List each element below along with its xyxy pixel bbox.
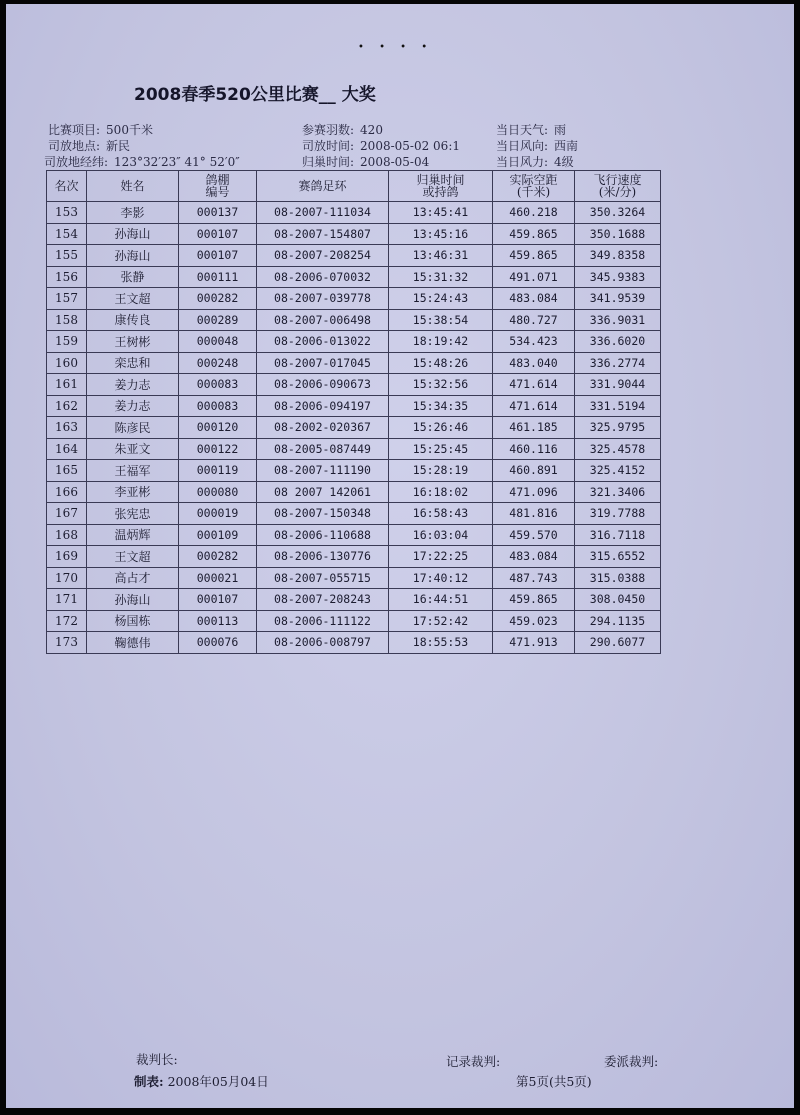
- name-cell: 杨国栋: [87, 610, 179, 632]
- table-row: [47, 288, 661, 310]
- chief-judge-label: 裁判长:: [136, 1052, 178, 1067]
- name-cell: 孙海山: [87, 223, 179, 245]
- speed-cell: 336.2774: [575, 352, 661, 374]
- distance-cell: 460.218: [493, 202, 575, 224]
- name-cell: 高占才: [87, 567, 179, 589]
- loft-cell: 000076: [179, 632, 257, 654]
- rank-cell: 168: [47, 524, 87, 546]
- distance-cell: 483.084: [493, 546, 575, 568]
- time-cell: 16:18:02: [389, 481, 493, 503]
- distance-cell: 471.096: [493, 481, 575, 503]
- loft-cell: 000080: [179, 481, 257, 503]
- name-cell: 王树彬: [87, 331, 179, 353]
- time-cell: 17:22:25: [389, 546, 493, 568]
- loft-cell: 000083: [179, 395, 257, 417]
- punch-holes: • • • •: [358, 42, 434, 53]
- speed-cell: 336.9031: [575, 309, 661, 331]
- time-cell: 16:44:51: [389, 589, 493, 611]
- ring-cell: 08-2002-020367: [257, 417, 389, 439]
- distance-cell: 459.865: [493, 589, 575, 611]
- rank-cell: 171: [47, 589, 87, 611]
- page-title: 2008春季520公里比赛__ 大奖: [134, 85, 376, 105]
- distance-cell: 471.614: [493, 374, 575, 396]
- table-row: [47, 503, 661, 525]
- name-header: 姓名: [87, 171, 179, 202]
- name-cell: 姜力志: [87, 395, 179, 417]
- page-number: 第5页(共5页): [516, 1074, 592, 1089]
- made-date: 2008年05月04日: [167, 1074, 269, 1089]
- ring-cell: 08-2006-070032: [257, 266, 389, 288]
- ring-cell: 08-2006-110688: [257, 524, 389, 546]
- distance-cell: 459.865: [493, 245, 575, 267]
- ring-header: 赛鸽足环: [257, 171, 389, 202]
- results-sheet: [6, 4, 794, 1108]
- ring-cell: 08-2007-150348: [257, 503, 389, 525]
- distance-cell: 460.891: [493, 460, 575, 482]
- speed-cell: 349.8358: [575, 245, 661, 267]
- time-cell: 15:31:32: [389, 266, 493, 288]
- name-cell: 李亚彬: [87, 481, 179, 503]
- rank-cell: 160: [47, 352, 87, 374]
- ring-cell: 08-2006-094197: [257, 395, 389, 417]
- name-cell: 栾忠和: [87, 352, 179, 374]
- name-cell: 王文超: [87, 288, 179, 310]
- ring-cell: 08-2007-017045: [257, 352, 389, 374]
- name-cell: 张宪忠: [87, 503, 179, 525]
- name-cell: 孙海山: [87, 589, 179, 611]
- return-time-header: 归巢时间 或持鸽: [389, 171, 493, 202]
- speed-cell: 290.6077: [575, 632, 661, 654]
- time-cell: 15:24:43: [389, 288, 493, 310]
- speed-cell: 321.3406: [575, 481, 661, 503]
- loft-cell: 000107: [179, 589, 257, 611]
- speed-header: 飞行速度 (米/分): [575, 171, 661, 202]
- distance-cell: 491.071: [493, 266, 575, 288]
- rank-cell: 164: [47, 438, 87, 460]
- distance-cell: 487.743: [493, 567, 575, 589]
- name-cell: 温炳辉: [87, 524, 179, 546]
- distance-cell: 483.084: [493, 288, 575, 310]
- ring-cell: 08 2007 142061: [257, 481, 389, 503]
- distance-cell: 483.040: [493, 352, 575, 374]
- table-row: [47, 481, 661, 503]
- time-cell: 13:46:31: [389, 245, 493, 267]
- speed-cell: 315.0388: [575, 567, 661, 589]
- speed-cell: 325.4578: [575, 438, 661, 460]
- speed-cell: 294.1135: [575, 610, 661, 632]
- ring-cell: 08-2007-111034: [257, 202, 389, 224]
- table-row: [47, 331, 661, 353]
- name-cell: 孙海山: [87, 245, 179, 267]
- name-cell: 张静: [87, 266, 179, 288]
- time-cell: 15:48:26: [389, 352, 493, 374]
- rank-cell: 161: [47, 374, 87, 396]
- loft-cell: 000111: [179, 266, 257, 288]
- loft-cell: 000119: [179, 460, 257, 482]
- distance-cell: 471.913: [493, 632, 575, 654]
- time-cell: 15:38:54: [389, 309, 493, 331]
- table-row: [47, 524, 661, 546]
- table-row: [47, 610, 661, 632]
- table-row: [47, 223, 661, 245]
- rank-cell: 162: [47, 395, 87, 417]
- table-row: [47, 266, 661, 288]
- table-row: [47, 567, 661, 589]
- loft-cell: 000083: [179, 374, 257, 396]
- time-cell: 18:19:42: [389, 331, 493, 353]
- speed-cell: 308.0450: [575, 589, 661, 611]
- time-cell: 17:52:42: [389, 610, 493, 632]
- speed-cell: 325.4152: [575, 460, 661, 482]
- meta-return-time: 归巢时间: 2008-05-04: [302, 155, 430, 169]
- distance-cell: 461.185: [493, 417, 575, 439]
- name-cell: 鞠德伟: [87, 632, 179, 654]
- speed-cell: 350.1688: [575, 223, 661, 245]
- loft-cell: 000289: [179, 309, 257, 331]
- rank-cell: 166: [47, 481, 87, 503]
- rank-cell: 156: [47, 266, 87, 288]
- table-row: [47, 352, 661, 374]
- time-cell: 17:40:12: [389, 567, 493, 589]
- ring-cell: 08-2006-090673: [257, 374, 389, 396]
- loft-cell: 000120: [179, 417, 257, 439]
- ring-cell: 08-2006-111122: [257, 610, 389, 632]
- speed-cell: 341.9539: [575, 288, 661, 310]
- loft-cell: 000019: [179, 503, 257, 525]
- table-row: [47, 417, 661, 439]
- ring-cell: 08-2006-130776: [257, 546, 389, 568]
- made-by: 制表: 2008年05月04日: [134, 1074, 269, 1089]
- loft-cell: 000113: [179, 610, 257, 632]
- time-cell: 18:55:53: [389, 632, 493, 654]
- results-table: [46, 170, 661, 654]
- loft-cell: 000137: [179, 202, 257, 224]
- name-cell: 朱亚文: [87, 438, 179, 460]
- ring-cell: 08-2007-006498: [257, 309, 389, 331]
- rank-cell: 154: [47, 223, 87, 245]
- ring-cell: 08-2006-013022: [257, 331, 389, 353]
- meta-place: 司放地点: 新民: [48, 139, 131, 153]
- meta-count: 参赛羽数: 420: [302, 123, 383, 137]
- meta-wind-direction: 当日风向: 西南: [496, 139, 579, 153]
- name-cell: 陈彦民: [87, 417, 179, 439]
- ring-cell: 08-2007-208243: [257, 589, 389, 611]
- distance-cell: 471.614: [493, 395, 575, 417]
- ring-cell: 08-2006-008797: [257, 632, 389, 654]
- time-cell: 16:58:43: [389, 503, 493, 525]
- ring-cell: 08-2007-039778: [257, 288, 389, 310]
- table-row: [47, 589, 661, 611]
- time-cell: 15:32:56: [389, 374, 493, 396]
- distance-cell: 459.865: [493, 223, 575, 245]
- table-row: [47, 395, 661, 417]
- record-judge-label: 记录裁判:: [446, 1054, 501, 1069]
- name-cell: 李影: [87, 202, 179, 224]
- name-cell: 康传良: [87, 309, 179, 331]
- table-header-row: [47, 171, 661, 202]
- speed-cell: 336.6020: [575, 331, 661, 353]
- speed-cell: 345.9383: [575, 266, 661, 288]
- rank-cell: 172: [47, 610, 87, 632]
- speed-cell: 331.9044: [575, 374, 661, 396]
- time-cell: 13:45:16: [389, 223, 493, 245]
- table-row: [47, 438, 661, 460]
- time-cell: 15:28:19: [389, 460, 493, 482]
- rank-cell: 155: [47, 245, 87, 267]
- distance-header: 实际空距 (千米): [493, 171, 575, 202]
- name-cell: 王福军: [87, 460, 179, 482]
- ring-cell: 08-2007-055715: [257, 567, 389, 589]
- loft-cell: 000248: [179, 352, 257, 374]
- loft-cell: 000048: [179, 331, 257, 353]
- loft-cell: 000282: [179, 288, 257, 310]
- time-cell: 15:34:35: [389, 395, 493, 417]
- speed-cell: 315.6552: [575, 546, 661, 568]
- distance-cell: 481.816: [493, 503, 575, 525]
- table-row: [47, 460, 661, 482]
- speed-cell: 316.7118: [575, 524, 661, 546]
- meta-item: 比赛项目: 500千米: [48, 123, 153, 137]
- distance-cell: 534.423: [493, 331, 575, 353]
- speed-cell: 325.9795: [575, 417, 661, 439]
- meta-release-time: 司放时间: 2008-05-02 06:1: [302, 139, 460, 153]
- table-row: [47, 309, 661, 331]
- loft-cell: 000282: [179, 546, 257, 568]
- time-cell: 16:03:04: [389, 524, 493, 546]
- table-row: [47, 374, 661, 396]
- rank-cell: 165: [47, 460, 87, 482]
- table-row: [47, 632, 661, 654]
- loft-number-header: 鸽棚 编号: [179, 171, 257, 202]
- time-cell: 15:26:46: [389, 417, 493, 439]
- table-row: [47, 546, 661, 568]
- rank-cell: 173: [47, 632, 87, 654]
- distance-cell: 460.116: [493, 438, 575, 460]
- name-cell: 姜力志: [87, 374, 179, 396]
- loft-cell: 000107: [179, 245, 257, 267]
- meta-weather: 当日天气: 雨: [496, 123, 567, 137]
- rank-cell: 153: [47, 202, 87, 224]
- ring-cell: 08-2007-111190: [257, 460, 389, 482]
- table-body: [47, 202, 661, 654]
- rank-cell: 157: [47, 288, 87, 310]
- rank-header: 名次: [47, 171, 87, 202]
- loft-cell: 000122: [179, 438, 257, 460]
- rank-cell: 158: [47, 309, 87, 331]
- loft-cell: 000021: [179, 567, 257, 589]
- assigned-judge-label: 委派裁判:: [604, 1054, 659, 1069]
- ring-cell: 08-2007-154807: [257, 223, 389, 245]
- speed-cell: 350.3264: [575, 202, 661, 224]
- distance-cell: 459.023: [493, 610, 575, 632]
- speed-cell: 331.5194: [575, 395, 661, 417]
- rank-cell: 163: [47, 417, 87, 439]
- distance-cell: 480.727: [493, 309, 575, 331]
- name-cell: 王文超: [87, 546, 179, 568]
- rank-cell: 170: [47, 567, 87, 589]
- rank-cell: 159: [47, 331, 87, 353]
- loft-cell: 000107: [179, 223, 257, 245]
- rank-cell: 167: [47, 503, 87, 525]
- ring-cell: 08-2007-208254: [257, 245, 389, 267]
- table-row: [47, 245, 661, 267]
- table-row: [47, 202, 661, 224]
- rank-cell: 169: [47, 546, 87, 568]
- time-cell: 13:45:41: [389, 202, 493, 224]
- time-cell: 15:25:45: [389, 438, 493, 460]
- loft-cell: 000109: [179, 524, 257, 546]
- speed-cell: 319.7788: [575, 503, 661, 525]
- ring-cell: 08-2005-087449: [257, 438, 389, 460]
- meta-coordinates: 司放地经纬: 123°32′23″ 41° 52′0″: [44, 155, 240, 169]
- meta-wind-force: 当日风力: 4级: [496, 155, 574, 169]
- distance-cell: 459.570: [493, 524, 575, 546]
